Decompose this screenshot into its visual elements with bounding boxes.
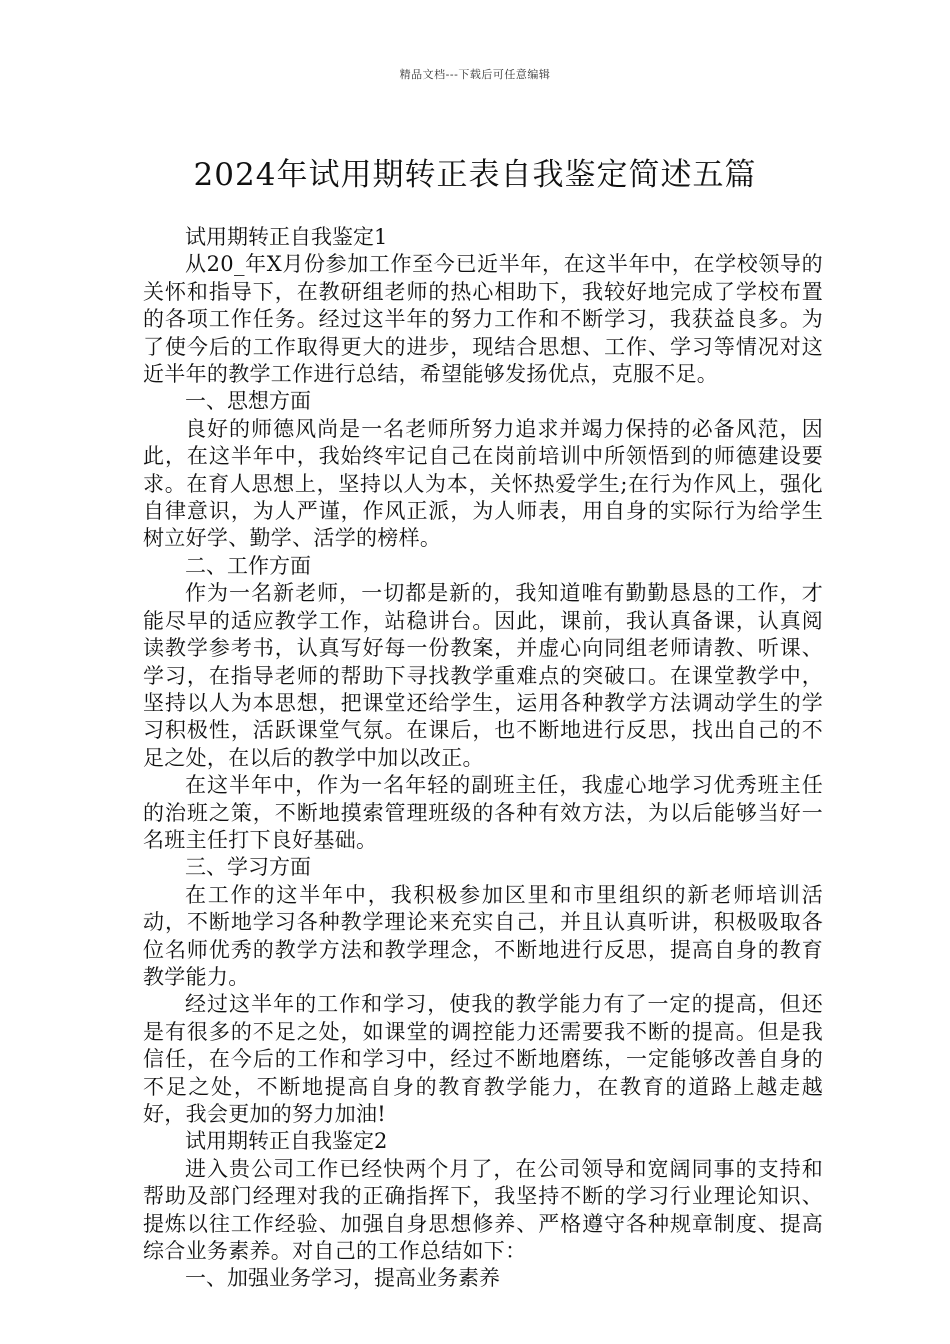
document-title: 2024年试用期转正表自我鉴定简述五篇 [193, 156, 757, 193]
document-body [143, 224, 823, 1293]
body-paragraph: 良好的师德风尚是一名老师所努力追求并竭力保持的必备风范，因此，在这半年中，我始终牢记自己在岗前培训中所领悟到的师德建设要求。在育人思想上，坚持以人为本，关怀热爱学生;在行为作风上，强化自律意识，为人严谨，作风正派，为人师表，用自身的实际行为给学生树立好学、勤学、活学的榜样。 [143, 416, 823, 551]
section-heading: 试用期转正自我鉴定2 [185, 1129, 388, 1154]
section-heading: 二、工作方面 [185, 553, 311, 578]
body-paragraph: 经过这半年的工作和学习，使我的教学能力有了一定的提高，但还是有很多的不足之处，如课堂的调控能力还需要我不断的提高。但是我信任，在今后的工作和学习中，经过不断地磨练，一定能够改善自身的不足之处，不断地提高自身的教育教学能力，在教育的道路上越走越好，我会更加的努力加油! [143, 992, 823, 1126]
body-paragraph: 作为一名新老师，一切都是新的，我知道唯有勤勤恳恳的工作，才能尽早的适应教学工作，站稳讲台。因此，课前，我认真备课，认真阅读教学参考书，认真写好每一份教案，并虚心向同组老师请教、听课、学习，在指导老师的帮助下寻找教学重难点的突破口。在课堂教学中，坚持以人为本思想，把课堂还给学生，运用各种教学方法调动学生的学习积极性，活跃课堂气氛。在课后，也不断地进行反思，找出自己的不足之处，在以后的教学中加以改正。 [143, 581, 823, 770]
body-paragraph: 从20_年X月份参加工作至今已近半年，在这半年中，在学校领导的关怀和指导下，在教研组老师的热心相助下，我较好地完成了学校布置的各项工作任务。经过这半年的努力工作和不断学习，我获益良多。为了使今后的工作取得更大的进步，现结合思想、工作、学习等情况对这近半年的教学工作进行总结，希望能够发扬优点，克服不足。 [143, 252, 823, 387]
page-header: 精品文档---下载后可任意编辑 [399, 68, 551, 81]
section-heading: 一、加强业务学习，提高业务素养 [185, 1266, 500, 1291]
section-heading: 一、思想方面 [185, 389, 311, 414]
body-paragraph: 进入贵公司工作已经快两个月了，在公司领导和宽阔同事的支持和帮助及部门经理对我的正确指挥下，我坚持不断的学习行业理论知识、提炼以往工作经验、加强自身思想修养、严格遵守各种规章制度、提高综合业务素养。对自己的工作总结如下： [143, 1156, 823, 1264]
section-heading: 试用期转正自我鉴定1 [185, 225, 388, 249]
section-heading: 三、学习方面 [185, 855, 311, 880]
body-paragraph: 在工作的这半年中，我积极参加区里和市里组织的新老师培训活动，不断地学习各种教学理论来充实自己，并且认真听讲，积极吸取各位名师优秀的教学方法和教学理念，不断地进行反思，提高自身的教育教学能力。 [143, 882, 823, 989]
body-paragraph: 在这半年中，作为一名年轻的副班主任，我虚心地学习优秀班主任的治班之策，不断地摸索管理班级的各种有效方法，为以后能够当好一名班主任打下良好基础。 [143, 773, 823, 852]
